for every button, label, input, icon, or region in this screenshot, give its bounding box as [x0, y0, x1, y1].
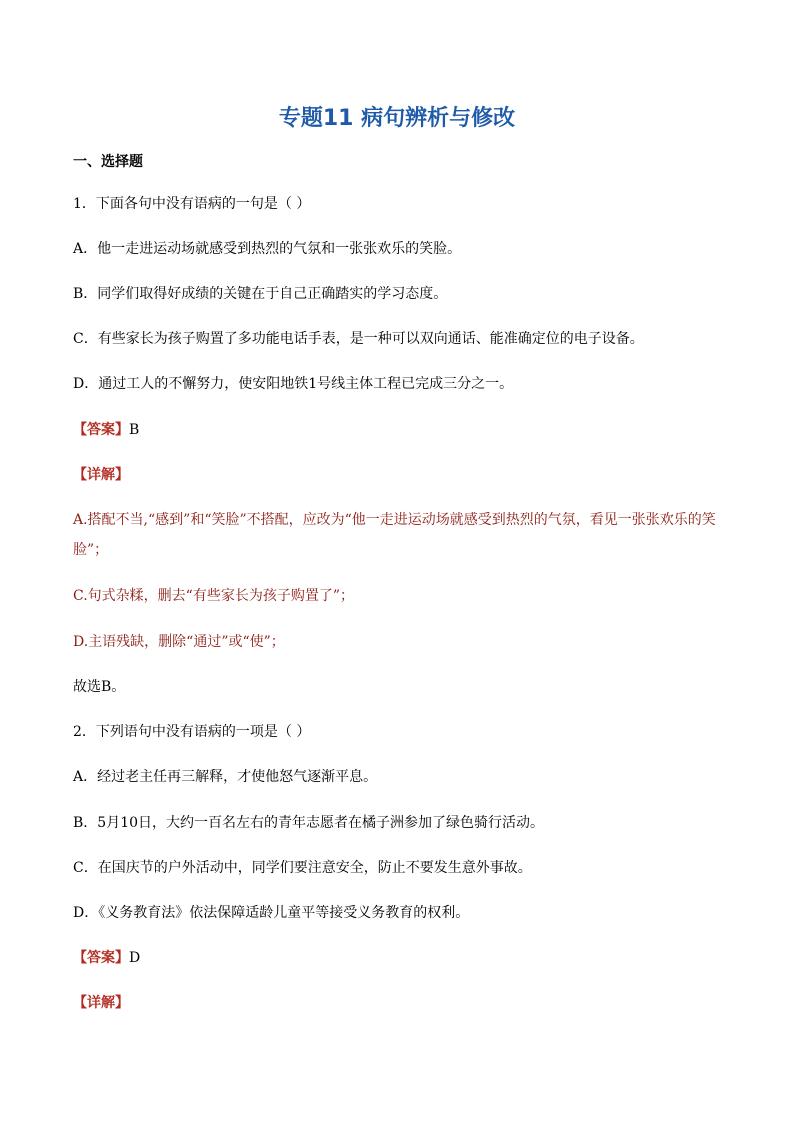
question-2-detail-tag: 【详解】 — [73, 995, 129, 1011]
section-heading: 一、选择题 — [73, 154, 143, 170]
question-1-detail-tag: 【详解】 — [73, 467, 129, 483]
question-1-conclusion: 故选B。 — [73, 679, 126, 695]
question-2-stem: 2．下列语句中没有语病的一项是（ ） — [73, 724, 311, 740]
answer-tag: 【答案】 — [73, 950, 129, 966]
question-1-detail-line: A.搭配不当,“感到”和“笑脸”不搭配，应改为“他一走进运动场就感受到热烈的气氛，看见一张张欢乐的笑 — [73, 512, 716, 528]
question-1-detail-line: C.句式杂糅，删去“有些家长为孩子购置了”； — [73, 588, 354, 604]
question-1-detail-line: D.主语残缺，删除“通过”或“使”； — [73, 634, 285, 650]
answer-tag: 【答案】 — [73, 422, 129, 438]
question-2-option-d: D．《义务教育法》依法保障适龄儿童平等接受义务教育的权利。 — [73, 905, 470, 921]
question-1-option-c: C．有些家长为孩子购置了多功能电话手表，是一种可以双向通话、能准确定位的电子设备。 — [73, 331, 644, 347]
question-1-option-d: D．通过工人的不懈努力，使安阳地铁1号线主体工程已完成三分之一。 — [73, 376, 514, 392]
question-1-answer — [73, 416, 723, 444]
question-2-option-b: B．5月10日，大约一百名左右的青年志愿者在橘子洲参加了绿色骑行活动。 — [73, 815, 545, 831]
question-1-option-a: A．他一走进运动场就感受到热烈的气氛和一张张欢乐的笑脸。 — [73, 241, 462, 257]
question-1-detail-line: 脸”； — [73, 542, 109, 558]
question-1-option-b: B．同学们取得好成绩的关键在于自己正确踏实的学习态度。 — [73, 286, 448, 302]
answer-value: D — [129, 950, 141, 966]
question-2-answer — [73, 944, 723, 972]
question-2-option-a: A．经过老主任再三解释，才使他怒气逐渐平息。 — [73, 769, 378, 785]
document-title: 专题11 病句辨析与修改 — [278, 106, 516, 131]
question-1-stem: 1．下面各句中没有语病的一句是（ ） — [73, 196, 311, 212]
answer-value: B — [129, 422, 140, 438]
question-2-option-c: C．在国庆节的户外活动中，同学们要注意安全，防止不要发生意外事故。 — [73, 860, 532, 876]
